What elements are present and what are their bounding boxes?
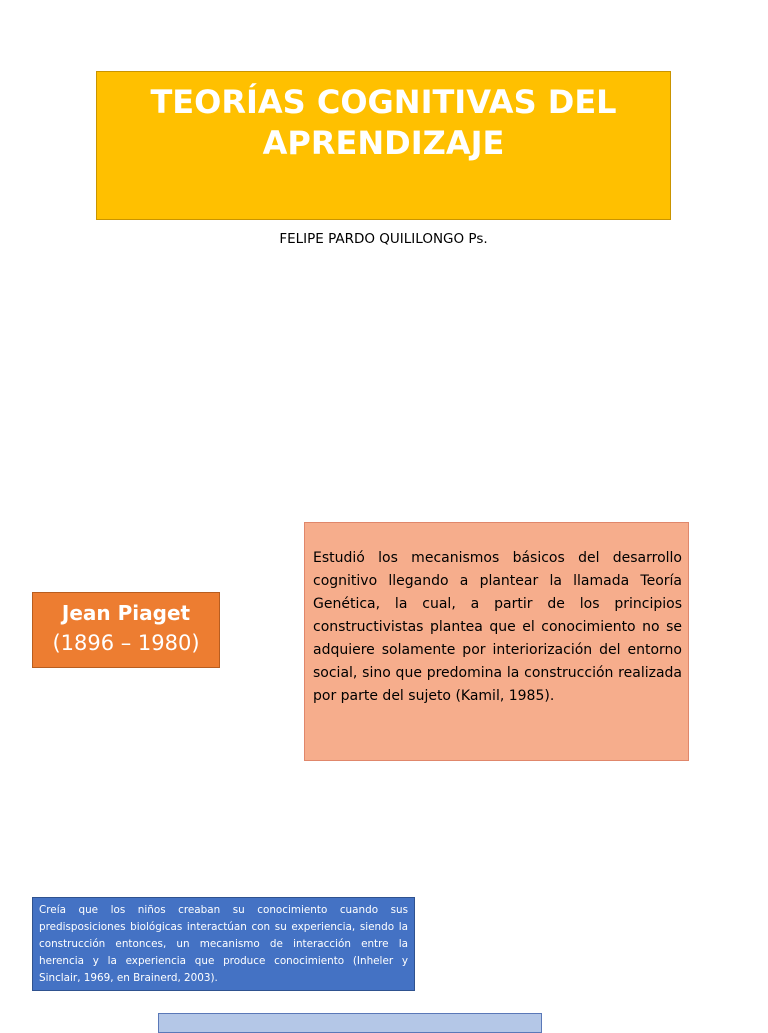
author-name: FELIPE PARDO QUILILONGO Ps. bbox=[279, 231, 488, 247]
page-title-line-1: TEORÍAS COGNITIVAS DEL bbox=[150, 83, 617, 121]
person-years: (1896 – 1980) bbox=[52, 631, 200, 655]
description-text: Estudió los mecanismos básicos del desarrollo cognitivo llegando a plantear la llamada Teoría Genética, la cual, a partir de los principios constructivistas plantea que el conocimiento no se adquiere solamente por interiorización del entorno social, sino que predomina la construcción realizada por parte del sujeto (Kamil, 1985). bbox=[313, 550, 682, 704]
title-box bbox=[96, 71, 671, 220]
description-box bbox=[304, 522, 689, 761]
page-title-line-2: APRENDIZAJE bbox=[262, 124, 505, 162]
bottom-box bbox=[158, 1013, 542, 1033]
person-box bbox=[32, 592, 220, 668]
belief-text: Creía que los niños creaban su conocimiento cuando sus predisposiciones biológicas interactúan con su experiencia, siendo la construcción entonces, un mecanismo de interacción entre la herencia y la experiencia que produce conocimiento (Inheler y Sinclair, 1969, en Brainerd, 2003). bbox=[39, 904, 408, 984]
belief-box bbox=[32, 897, 415, 991]
person-name: Jean Piaget bbox=[61, 601, 191, 625]
